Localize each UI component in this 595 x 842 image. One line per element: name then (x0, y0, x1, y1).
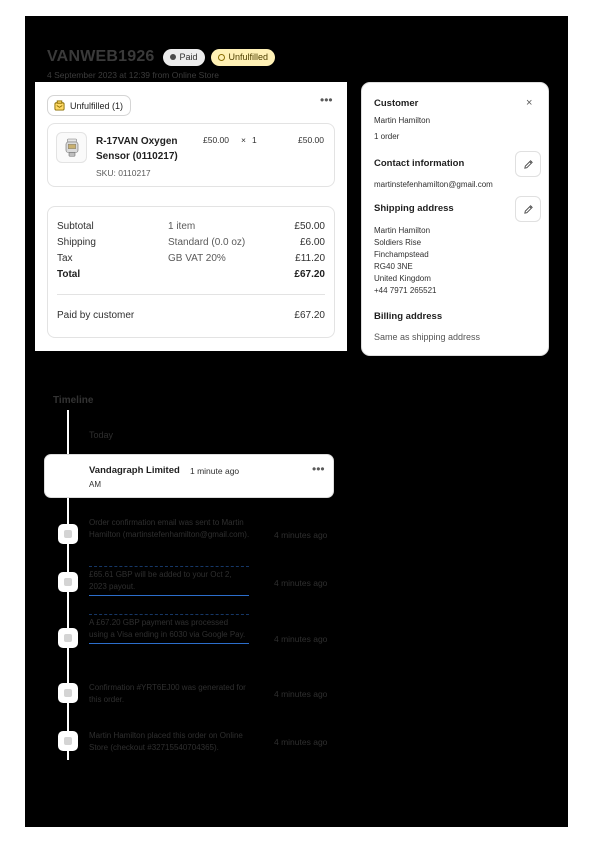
comment-ampm: AM (89, 480, 101, 489)
customer-title: Customer (374, 98, 419, 109)
shipping-address-line: Soldiers Rise (374, 238, 422, 247)
paid-by-customer-label: Paid by customer (57, 310, 135, 321)
shipping-address-line: Finchampstead (374, 250, 429, 259)
paid-dot-icon (170, 54, 176, 60)
timeline-event-payout-link[interactable]: £65.61 GBP will be added to your Oct 2, 2023 payout. (89, 566, 249, 596)
summary-detail: Standard (0.0 oz) (168, 237, 246, 248)
timeline-day-label: Today (89, 430, 114, 440)
summary-detail: GB VAT 20% (168, 253, 226, 264)
summary-amount: £6.00 (299, 237, 325, 248)
shipping-address-line: Martin Hamilton (374, 226, 431, 235)
order-header (47, 48, 275, 66)
shipping-address-line: United Kingdom (374, 274, 431, 283)
close-icon[interactable]: × (526, 97, 533, 109)
summary-row-tax (57, 253, 325, 267)
summary-label: Subtotal (57, 221, 94, 232)
summary-row-shipping (57, 237, 325, 251)
comment-author: Vandagraph Limited (89, 465, 180, 476)
unfulfilled-ring-icon (218, 54, 225, 61)
edit-shipping-address-button[interactable] (515, 196, 541, 222)
order-subtitle: 4 September 2023 at 12:39 from Online Store (47, 70, 219, 80)
timeline-heading: Timeline (53, 395, 94, 406)
shipping-address-title: Shipping address (374, 203, 454, 214)
product-sku: SKU: 0110217 (96, 168, 151, 178)
unfulfilled-status-pill[interactable] (47, 95, 131, 116)
timeline-event-time: 4 minutes ago (274, 689, 328, 699)
timeline-event-time: 4 minutes ago (274, 634, 328, 644)
timeline-comment (44, 454, 334, 498)
unit-price: £50.00 (203, 135, 229, 145)
package-icon (54, 100, 65, 111)
shipping-phone: +44 7971 265521 (374, 286, 437, 295)
pencil-icon (523, 204, 534, 215)
summary-label: Shipping (57, 237, 96, 248)
payment-summary-card (47, 206, 335, 338)
line-total: £50.00 (298, 135, 324, 145)
summary-divider (57, 294, 325, 295)
comment-more-actions-icon[interactable]: ••• (312, 462, 325, 476)
summary-amount: £50.00 (294, 221, 325, 232)
unfulfilled-badge (211, 49, 276, 66)
timeline-event-marker (58, 524, 78, 544)
contact-info-title: Contact information (374, 158, 465, 169)
customer-orders-link[interactable]: 1 order (374, 132, 400, 141)
oxygen-sensor-icon[interactable] (56, 132, 87, 163)
order-id: VANWEB1926 (47, 48, 155, 65)
fulfillment-panel (35, 82, 347, 351)
unfulfilled-status-label: Unfulfilled (1) (70, 100, 124, 111)
summary-label: Tax (57, 253, 73, 264)
paid-badge-label: Paid (179, 52, 198, 62)
unfulfilled-badge-label: Unfulfilled (228, 52, 269, 62)
paid-badge (163, 49, 205, 66)
pencil-icon (523, 159, 534, 170)
product-name-link[interactable]: R-17VAN Oxygen Sensor (0110217) (96, 136, 178, 162)
fulfillment-more-actions-icon[interactable]: ••• (320, 93, 333, 107)
timeline-event-marker (58, 628, 78, 648)
paid-by-customer-amount: £67.20 (294, 310, 325, 321)
customer-panel (361, 82, 549, 356)
timeline-event-marker (58, 572, 78, 592)
summary-amount: £11.20 (295, 253, 325, 264)
summary-row-subtotal (57, 221, 325, 235)
comment-time: 1 minute ago (190, 466, 240, 476)
billing-address-text: Same as shipping address (374, 332, 481, 342)
line-item-card (47, 123, 335, 187)
summary-label: Total (57, 269, 81, 280)
customer-name-link[interactable]: Martin Hamilton (374, 116, 431, 125)
customer-email-link[interactable]: martinstefenhamilton@gmail.com (374, 180, 493, 189)
summary-detail: 1 item (168, 221, 196, 232)
timeline-event-time: 4 minutes ago (274, 737, 328, 747)
timeline-event-text: Martin Hamilton placed this order on Online Store (checkout #32715540704365). (89, 731, 243, 752)
summary-amount: £67.20 (294, 269, 325, 280)
timeline-event-text: Order confirmation email was sent to Martin Hamilton (martinstefenhamilton@gmail.com). (89, 518, 250, 539)
quantity: 1 (252, 135, 257, 145)
edit-contact-button[interactable] (515, 151, 541, 177)
timeline-event-time: 4 minutes ago (274, 530, 328, 540)
shipping-address-line: RG40 3NE (374, 262, 413, 271)
timeline-event-marker (58, 731, 78, 751)
timeline-event-text: Confirmation #YRT6EJ00 was generated for this order. (89, 683, 246, 704)
multiply-sign: × (241, 135, 246, 145)
timeline-event-time: 4 minutes ago (274, 578, 328, 588)
timeline-event-marker (58, 683, 78, 703)
summary-row-total (57, 269, 325, 283)
billing-address-title: Billing address (374, 311, 443, 322)
timeline-event-payment-link[interactable]: A £67.20 GBP payment was processed using a Visa ending in 6030 via Google Pay. (89, 614, 249, 644)
summary-row-paid (57, 310, 325, 324)
